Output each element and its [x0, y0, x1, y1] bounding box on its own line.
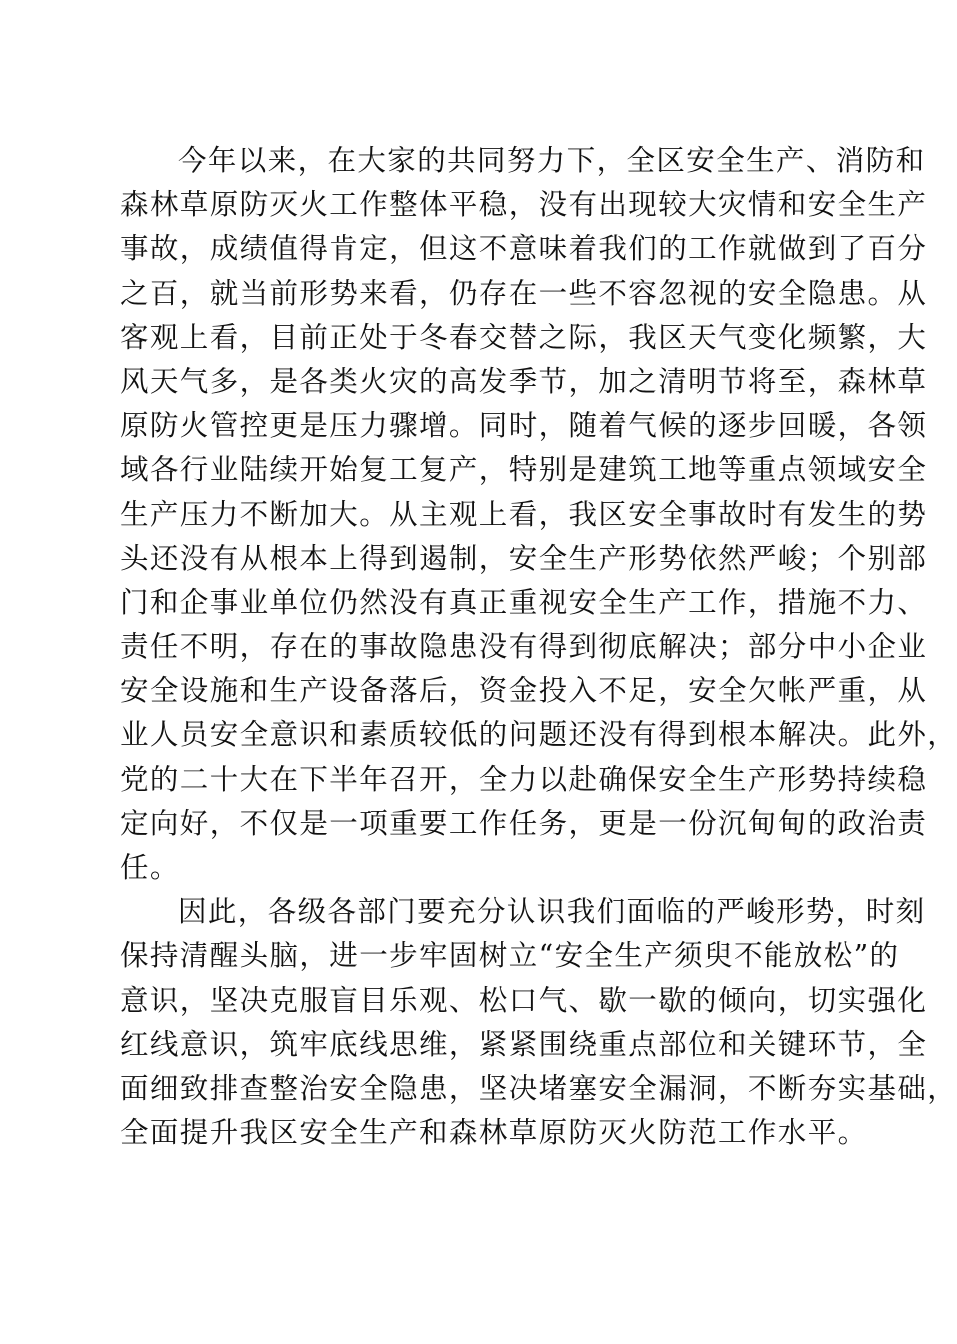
text-line: 因此，各级各部门要充分认识我们面临的严峻形势，时刻: [178, 895, 926, 929]
paragraph-1: [120, 139, 957, 890]
text-line: 头还没有从根本上得到遏制，安全生产形势依然严峻；个别部: [120, 541, 928, 575]
text-line: 责任不明，存在的事故隐患没有得到彻底解决；部分中小企业: [120, 630, 928, 664]
text-line: 客观上看，目前正处于冬春交替之际，我区天气变化频繁，大: [120, 320, 928, 354]
text-line: 党的二十大在下半年召开，全力以赴确保安全生产形势持续稳: [120, 762, 928, 796]
text-line: 红线意识，筑牢底线思维，紧紧围绕重点部位和关键环节，全: [120, 1027, 928, 1061]
document-body: [120, 139, 957, 1155]
text-line: 原防火管控更是压力骤增。同时，随着气候的逐步回暖，各领: [120, 409, 928, 443]
text-line: 面细致排查整治安全隐患，坚决堵塞安全漏洞，不断夯实基础，: [120, 1071, 957, 1105]
text-line: 生产压力不断加大。从主观上看，我区安全事故时有发生的势: [120, 497, 928, 531]
text-line: 门和企事业单位仍然没有真正重视安全生产工作，措施不力、: [120, 585, 928, 619]
text-line: 森林草原防灭火工作整体平稳，没有出现较大灾情和安全生产: [120, 188, 928, 222]
text-line: 风天气多，是各类火灾的高发季节，加之清明节将至，森林草: [120, 364, 928, 398]
text-line: 业人员安全意识和素质较低的问题还没有得到根本解决。此外，: [120, 718, 957, 752]
text-line: 保持清醒头脑，进一步牢固树立“安全生产须臾不能放松”的: [120, 939, 900, 973]
text-line: 全面提升我区安全生产和森林草原防灭火防范工作水平。: [120, 1116, 868, 1150]
text-line: 任。: [120, 851, 180, 884]
text-line: 事故，成绩值得肯定，但这不意味着我们的工作就做到了百分: [120, 232, 928, 266]
paragraph-2: [120, 890, 957, 1155]
text-line: 安全设施和生产设备落后，资金投入不足，安全欠帐严重，从: [120, 674, 928, 708]
text-line: 意识，坚决克服盲目乐观、松口气、歇一歇的倾向，切实强化: [120, 983, 928, 1017]
text-line: 之百，就当前形势来看，仍存在一些不容忽视的安全隐患。从: [120, 276, 928, 310]
text-line: 域各行业陆续开始复工复产，特别是建筑工地等重点领域安全: [120, 453, 928, 487]
text-line: 定向好，不仅是一项重要工作任务，更是一份沉甸甸的政治责: [120, 806, 928, 840]
text-line: 今年以来，在大家的共同努力下，全区安全生产、消防和: [178, 144, 926, 177]
